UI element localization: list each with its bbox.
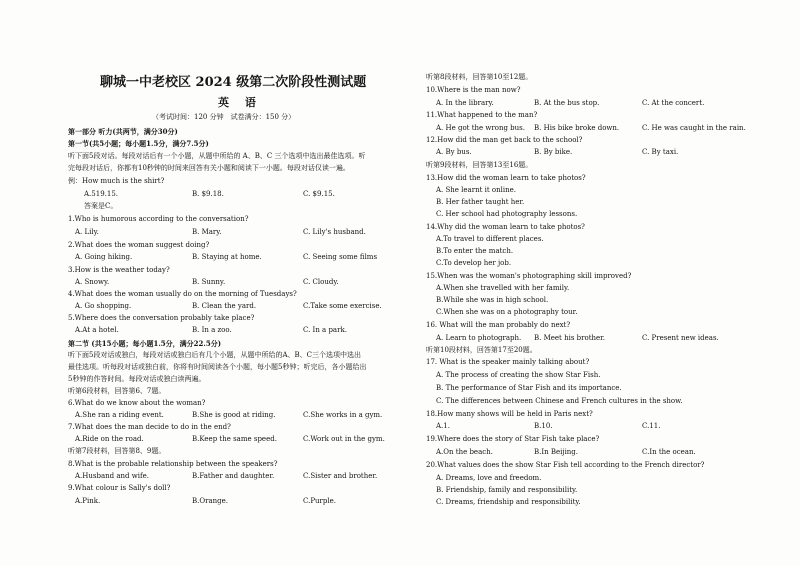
option-c: C.11. — [642, 422, 661, 430]
option-b: B.10. — [534, 422, 553, 430]
option-b: B.She is good at riding. — [192, 411, 276, 419]
option-a: A. By bus. — [436, 148, 472, 156]
question-20: 20.What values does the show Star Fish tell according to the French director? — [426, 461, 705, 469]
question-14: 14.Why did the woman learn to take photos? — [426, 223, 585, 231]
option-c: C. In a park. — [303, 326, 347, 334]
question-12: 12.How did the man get back to the school? — [426, 136, 583, 144]
question-13: 13.How did the woman learn to take photos? — [426, 174, 586, 182]
passage-note: 听第6段材料，回答第6、7题。 — [68, 387, 166, 395]
option-b: B. The performance of Star Fish and its importance. — [436, 384, 622, 392]
option-a: A.Husband and wife. — [75, 472, 149, 480]
passage-note: 听第10段材料，回答第17至20题。 — [426, 346, 537, 354]
option-a: A. In the library. — [436, 99, 494, 107]
section-heading: 第一节(共5小题；每小题1.5分，满分7.5分) — [68, 139, 209, 148]
instructions: 5秒钟的作答时间。每段对话或独白读两遍。 — [68, 375, 206, 383]
instructions: 完每段对话后，你都有10秒钟的时间来回答有关小题和阅读下一小题。每段对话仅读一遍。 — [68, 164, 350, 172]
passage-note: 听第7段材料，回答第8、9题。 — [68, 447, 166, 455]
question-17: 17. What is the speaker mainly talking about? — [426, 358, 590, 366]
option-c: C.She works in a gym. — [303, 411, 383, 419]
option-a: A. Snowy. — [75, 278, 110, 286]
question-5: 5.Where does the conversation probably take place? — [68, 314, 255, 322]
option-b: B. Meet his brother. — [534, 334, 605, 342]
option-b: B.In Beijing. — [534, 448, 579, 456]
option-b: B. Clean the yard. — [192, 302, 257, 310]
part-heading: 第一部分 听力(共两节，满分30分) — [68, 127, 178, 136]
option-a: A.She ran a riding event. — [75, 411, 164, 419]
exam-meta: （考试时间：120 分钟 试卷满分：150 分） — [152, 113, 296, 121]
question-9: 9.What colour is Sally's doll? — [68, 484, 171, 492]
question-16: 16. What will the man probably do next? — [426, 321, 571, 329]
option-c: C.Sister and brother. — [303, 472, 378, 480]
option-a: A. Dreams, love and freedom. — [436, 474, 542, 482]
option-c: C.To develop her job. — [436, 259, 512, 267]
option-c: C. At the concert. — [642, 99, 705, 107]
question-19: 19.Where does the story of Star Fish take place? — [426, 435, 600, 443]
option-a: A. Lily. — [75, 228, 99, 236]
option-a: A.519.15. — [84, 190, 118, 198]
instructions: 最佳选项。听每段对话或独白前，你将有时间阅读各个小题，每小题5秒钟；听完后，各小题给出 — [68, 363, 367, 371]
example-question: 例：How much is the shirt? — [68, 177, 165, 185]
option-a: A.Pink. — [75, 497, 101, 505]
instructions: 听下面5段对话或独白，每段对话或独白后有几个小题，从题中所给的A、B、C三个选项中选出 — [68, 351, 362, 359]
question-3: 3.How is the weather today? — [68, 266, 170, 274]
option-a: A.When she travelled with her family. — [436, 284, 570, 292]
option-c: C. Cloudy. — [303, 278, 339, 286]
option-c: C. By taxi. — [642, 148, 679, 156]
option-c: C. The differences between Chinese and French cultures in the show. — [436, 397, 683, 405]
option-c: C.Work out in the gym. — [303, 435, 385, 443]
subject-title: 英 语 — [218, 96, 262, 109]
option-a: A. He got the wrong bus. — [436, 124, 525, 132]
question-6: 6.What do we know about the woman? — [68, 399, 206, 407]
option-b: B. Her father taught her. — [436, 198, 525, 206]
exam-title: 聊城一中老校区 2024 级第二次阶段性测试题 — [100, 75, 367, 90]
option-c: C.When she was on a photography tour. — [436, 308, 578, 316]
question-11: 11.What happened to the man? — [426, 111, 538, 119]
option-b: B.Father and daughter. — [192, 472, 275, 480]
option-c: C.In the ocean. — [642, 448, 696, 456]
question-4: 4.What does the woman usually do on the morning of Tuesdays? — [68, 290, 297, 298]
option-b: B. His bike broke down. — [534, 124, 620, 132]
option-a: A.Ride on the road. — [75, 435, 144, 443]
question-1: 1.Who is humorous according to the conversation? — [68, 215, 249, 223]
question-10: 10.Where is the man now? — [426, 86, 521, 94]
section-heading: 第二节 (共15小题；每小题1.5分，满分22.5分) — [68, 339, 222, 348]
option-c: C. $9.15. — [303, 190, 335, 198]
option-c: C.Take some exercise. — [303, 302, 382, 310]
option-a: A. Go shopping. — [75, 302, 132, 310]
option-c: C. He was caught in the rain. — [642, 124, 746, 132]
option-c: C. Dreams, friendship and responsibility. — [436, 498, 581, 506]
question-8: 8.What is the probable relationship between the speakers? — [68, 460, 278, 468]
option-a: A.On the beach. — [436, 448, 493, 456]
option-b: B. Staying at home. — [192, 253, 262, 261]
instructions: 听下面5段对话。每段对话后有一个小题，从题中所给的 A、B、C 三个选项中选出最佳选项。听 — [68, 152, 366, 160]
option-b: B.Orange. — [192, 497, 228, 505]
option-a: A. Going hiking. — [75, 253, 133, 261]
option-b: B.While she was in high school. — [436, 296, 549, 304]
option-a: A. The process of creating the show Star Fish. — [436, 371, 601, 379]
option-b: B.Keep the same speed. — [192, 435, 277, 443]
option-b: B. By bike. — [534, 148, 573, 156]
option-b: B. Friendship, family and responsibility. — [436, 486, 578, 494]
question-7: 7.What does the man decide to do in the end? — [68, 423, 231, 431]
question-2: 2.What does the woman suggest doing? — [68, 241, 210, 249]
option-a: A. She learnt it online. — [436, 186, 516, 194]
option-a: A.1. — [436, 422, 450, 430]
passage-note: 听第9段材料，回答第13至16题。 — [426, 161, 533, 169]
option-b: B. Sunny. — [192, 278, 226, 286]
option-b: B. At the bus stop. — [534, 99, 600, 107]
option-a: A.At a hotel. — [75, 326, 119, 334]
option-b: B. In a zoo. — [192, 326, 232, 334]
passage-note: 听第8段材料，回答第10至12题。 — [426, 73, 533, 81]
option-b: B. $9.18. — [192, 190, 224, 198]
option-c: C. Lily's husband. — [303, 228, 366, 236]
option-b: B. Mary. — [192, 228, 222, 236]
option-a: A.To travel to different places. — [436, 235, 544, 243]
option-c: C. Her school had photography lessons. — [436, 210, 578, 218]
question-18: 18.How many shows will be held in Paris next? — [426, 410, 593, 418]
option-b: B.To enter the match. — [436, 247, 514, 255]
option-c: C. Seeing some films — [303, 253, 378, 261]
option-a: A. Learn to photograph. — [436, 334, 522, 342]
option-c: C. Present new ideas. — [642, 334, 719, 342]
option-c: C.Purple. — [303, 497, 336, 505]
question-15: 15.When was the woman's photographing skill improved? — [426, 272, 632, 280]
example-answer: 答案是C。 — [84, 202, 118, 210]
